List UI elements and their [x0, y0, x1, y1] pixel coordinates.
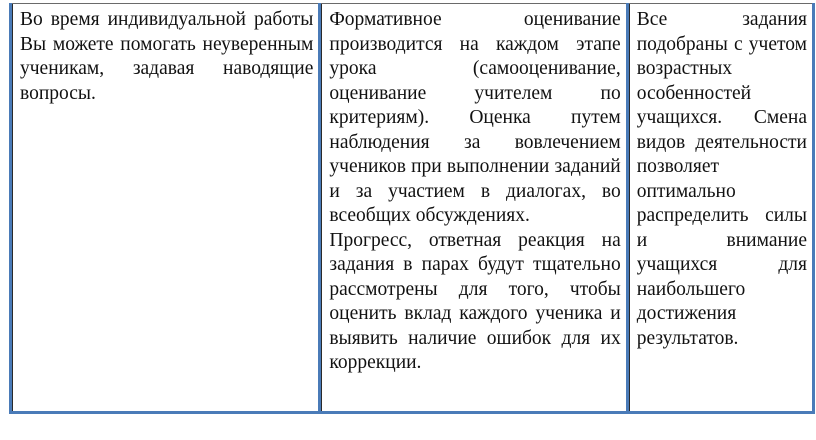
table-cell-formative-assessment	[320, 4, 627, 413]
cell-paragraph: Прогресс, ответная реакция на задания в парах будут тщательно рассмотрены для того, чтобы оценить вклад каждого ученика и выявить наличие ошибок для их коррекции.	[329, 229, 621, 373]
cell-paragraph: Во время индивидуальной работы Вы можете помогать неуверенным ученикам, задавая наводящие вопросы.	[20, 9, 314, 104]
cell-paragraph: Формативное оценивание производится на каждом этапе урока (самооценивание, оценивание учителем по критериям). Оценка путем наблюдения за вовлечением учеников при выполнении заданий и за участием в диалогах, во всеобщих обсуждениях.	[329, 9, 621, 226]
table-row	[11, 4, 814, 413]
table-cell-task-selection	[627, 4, 813, 413]
cell-paragraph: Все задания подобраны с учетом возрастных особенностей учащихся. Смена видов деятельности позволяет оптимально распределить силы и внимание учащихся для наибольшего достижения результатов.	[636, 9, 807, 349]
assessment-table	[9, 3, 815, 414]
table-cell-individual-work	[11, 4, 320, 413]
